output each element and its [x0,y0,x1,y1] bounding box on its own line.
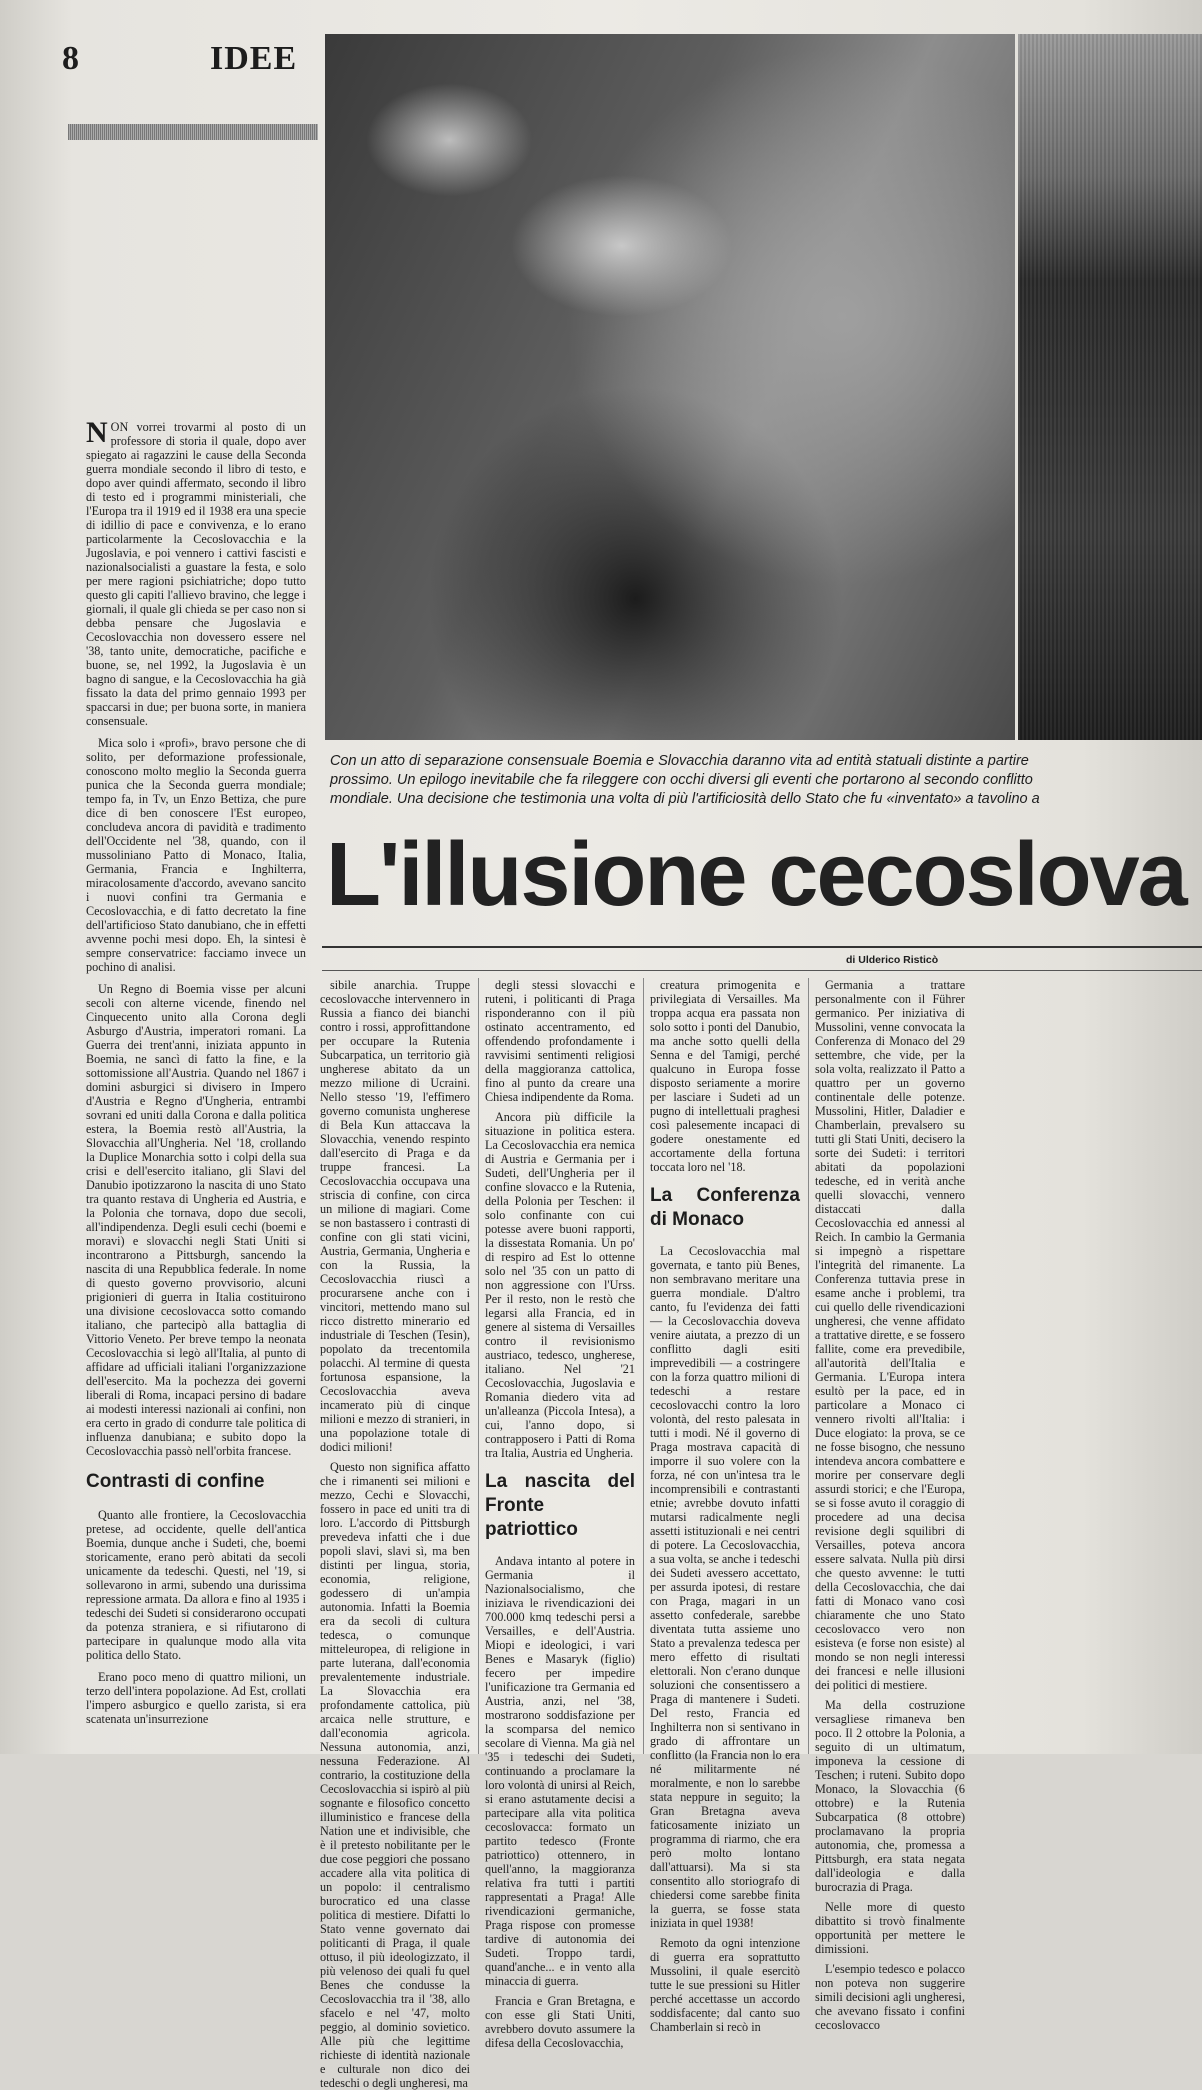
caption-line: Con un atto di separazione consensuale Boemia e Slovacchia daranno vita ad entità statuali distinte a partire [330,753,1029,769]
column-rule [643,978,644,1754]
section-title: IDEE [210,40,298,77]
column-rule [808,978,809,1754]
caption-line: mondiale. Una decisione che testimonia una volta di più l'artificiosità dello Stato che fu «inventato» a tavolino a [330,791,1040,807]
paragraph: Germania a trattare personalmente con il Führer germanico. Per iniziativa di Mussolini, venne convocata la Conferenza di Monaco del 29 settembre, che vide, per la sola volta, realizzato il Patto a quattro per un governo continentale delle potenze. Mussolini, Hitler, Daladier e Chamberlain, prevalsero su tutti gli Stati Uniti, decisero la sorte dei Sudeti: i territori abitati da popolazioni tedesche, ed in verità anche quelli slovacchi, vennero distaccati dalla Cecoslovacchia ed annessi al Reich. In cambio la Germania si impegnò a rispettare l'integrità del rimanente. La Conferenza tuttavia prese in esame anche i problemi, tra cui quello delle rivendicazioni ungheresi, che venne affidato a trattative dirette, e se fossero fallite, come era prevedibile, all'autorità dell'Italia e Germania. L'Europa intera esultò per la pace, ed in particolare a Monaco ci vennero rivolti all'Italia: i Duce elogiato: la prova, se ce ne fosse bisogno, che nessuno intendeva ancora combattere e morire per conservare degli assurdi storici; e che l'Europa, se si fosse avuto il coraggio di procedere ad una decisa revisione degli squilibri di Versailles, poteva ancora essere salvata. Nulla più dirsi che questo avvenne: le tutti della Cecoslovacchia, che dai fatti di Monaco vano così chiaramente che uno Stato cecoslovacco vero non esisteva (e forse non esiste) al mondo se non negli interessi dei francesi e nelle illusioni dei politici di mestiere. [815,978,965,1692]
caption-line: prossimo. Un epilogo inevitabile che fa rileggere con occhi diversi gli eventi che portarono al secondo conflitto [330,772,1033,788]
article-column-3 [650,978,800,2034]
byline: di Ulderico Risticò [846,954,939,966]
photo-caption [330,752,1202,809]
paragraph: Quanto alle frontiere, la Cecoslovacchia pretese, ad occidente, quelle dell'antica Boemia, dunque anche i Sudeti, che, boemi storicamente, erano però abitati da secoli unicamente da tedeschi. Questi, nel '19, si sollevarono in armi, subendo una durissima repressione armata. Da allora e fino al 1935 i tedeschi dei Sudeti si considerarono occupati da potenza straniera, e si rifiutarono di partecipare in qualunque modo alla vita politica dello Stato. [86,1508,306,1662]
article-column-1 [320,978,470,2090]
article-column-4 [815,978,965,2032]
photo-havel-portrait [325,34,1015,740]
paragraph: Mica solo i «profi», bravo persone che di solito, per deformazione professionale, conoscono molto meglio la Seconda guerra punica che la Seconda guerra mondiale; tempo fa, in Tv, un Enzo Bettiza, che pure dice di ben conoscere l'Est europeo, concludeva ancora di pavidità e tradimento dell'Occidente nel '38, quando, con il mussoliniano Patto di Monaco, Italia, Germania, Francia e Inghilterra, miracolosamente d'accordo, avevano sancito i nuovi confini tra Germania e Cecoslovacchia, e di fatto decretato la fine dell'artificioso Stato danubiano, che in effetti avvenne pochi mesi dopo. Eh, la sintesi è sempre conservatrice: facciamo invece un pochino di analisi. [86,736,306,974]
paragraph: Francia e Gran Bretagna, e con esse gli Stati Uniti, avrebbero dovuto assumere la difesa della Cecoslovacchia, [485,1994,635,2050]
paragraph: L'esempio tedesco e polacco non poteva non suggerire simili decisioni agli ungheresi, che avevano fissato i confini cecoslovacco [815,1962,965,2032]
column-rule [478,978,479,1754]
paragraph: Remoto da ogni intenzione di guerra era soprattutto Mussolini, il quale esercitò tutte le sue pressioni su Hitler perché accettasse un accordo soddisfacente; dal canto suo Chamberlain si recò in [650,1936,800,2034]
paragraph: creatura primogenita e privilegiata di Versailles. Ma troppa acqua era passata non solo sotto i ponti del Danubio, ma anche sotto quelli della Senna e del Tamigi, perché qualcuno in Europa fosse disposto seriamente a morire per lasciare i Sudeti ad un pugno di intellettuali praghesi così palesemente incapaci di godere onestamente ed accortamente della fortuna toccata loro nel '18. [650,978,800,1174]
header-rule [68,124,318,140]
paragraph: Questo non significa affatto che i rimanenti sei milioni e mezzo, Cechi e Slovacchi, fossero in pace ed uniti tra di loro. L'accordo di Pittsburgh prevedeva infatti che i due popoli slavi, slavi sì, ma ben distinti per lingua, storia, economia, religione, godessero di un'ampia autonomia. Infatti la Boemia era da secoli di cultura tedesca, o comunque mitteleuropea, di religione in parte luterana, dall'economia prevalentemente industriale. La Slovacchia era profondamente cattolica, più arcaica nelle strutture, e dall'economia agricola. Nessuna autonomia, anzi, nessuna Federazione. Al contrario, la costituzione della Cecoslovacchia si ispirò al più sognante e filosofico concetto illuministico e francese della Nation une et indivisible, che è il pretesto nobilitante per le due cose peggiori che possano accadere alla vita politica di un popolo: il centralismo burocratico ed una classe politica di mestiere. Difatti lo Stato venne governato dai politicanti di Praga, il quale ottuso, il più ideologizzato, il più velenoso dei quali fu quel Benes che condusse la Cecoslovacchia tra il '38, allo sfacelo e nel '47, molto peggio, al dominio sovietico. Alle più che legittime richieste di identità nazionale e culturale non dico dei tedeschi o degli ungheresi, ma [320,1460,470,2090]
article-left-column [86,416,306,1750]
page-number: 8 [62,40,79,77]
paragraph: Nelle more di questo dibattito si trovò finalmente opportunità per mettere le dimissioni. [815,1900,965,1956]
paragraph: La Cecoslovacchia mal governata, e tanto più Benes, non sembravano meritare una guerra mondiale. D'altro canto, fu l'evidenza dei fatti — la Cecoslovacchia doveva venire aiutata, a prezzo di un conflitto dagli esiti imprevedibili — a costringere con la forza quattro milioni di tedeschi a restare cecoslovacchi contro la loro volontà, del resto palesata in tutti i modi. Né il governo di Praga mostrava capacità di imporre il suo volere con la forza, né con un'intesa tra le incomprensibili e contrastanti etnie; avrebbe dovuto infatti mutarsi radicalmente negli assetti istituzionali e nei centri di potere. La Cecoslovacchia, a sua volta, se anche i tedeschi dei Sudeti avessero accettato, per assurda ipotesi, di restare con Praga, magari in un assetto confederale, sarebbe diventata tutta assieme uno Stato a prevalenza tedesca per mero effetto di risultati elettorali. Non c'erano dunque soluzioni che consentissero a Praga di mantenere i Sudeti. Del resto, Francia ed Inghilterra non si sentivano in grado di affrontare un conflitto (la Francia non lo era né militarmente né moralmente, e non lo sarebbe stata neppure in seguito; la Gran Bretagna aveva faticosamente iniziato un programma di riarmo, che era però molto lontano dall'attuarsi). Ma si sta consentito allo storiografo di chiedersi come sarebbe finita la guerra, se fosse stata iniziata in quel 1938! [650,1244,800,1930]
lead-paragraph [86,416,306,728]
paragraph: Un Regno di Boemia visse per alcuni secoli con alterne vicende, finendo nel Cinquecento unito alla Corona degli Asburgo d'Austria, imperatori romani. La Guerra dei trent'anni, iniziata appunto in Boemia, ne sancì di fatto la fine, e la sottomissione all'Austria. Quando nel 1867 i domini asburgici si divisero in Impero d'Austria e Regno d'Ungheria, entrambi sovrani ed uniti dalla Corona e dalla politica estera, la Boemia restò all'Austria, la Slovacchia all'Ungheria. Nel '18, crollando la Duplice Monarchia sotto i colpi della sua crisi e dell'esercito italiano, gli Slavi del Danubio ipotizzarono la nascita di uno Stato tra quanto restava di Ungheria ed Austria, e la Polonia che tornava, dopo due secoli, all'indipendenza. Degli esuli cechi (boemi e moravi) e slovacchi negli Stati Uniti si incontrarono a Pittsburgh, sancendo la nascita di una Repubblica federale. In nome di questo governo provvisorio, alcuni prigionieri di guerra in Italia costituirono una divisione cecoslovacca sotto comando italiano, che partecipò alla battaglia di Vittorio Veneto. Per breve tempo la neonata Cecoslovacchia si legò all'Italia, al punto di affidare ad ufficiali italiani l'organizzazione dell'esercito. Ma la pochezza dei governi liberali di Roma, incapaci persino di badare ai modesti interessi nazionali ai confini, non era certo in grado di condurre tale politica di influenza danubiana; e subito dopo la Cecoslovacchia passò nell'orbita francese. [86,982,306,1458]
paragraph: degli stessi slovacchi e ruteni, i politicanti di Praga risponderanno con il più ostinato accentramento, ed offendendo profondamente i ravvisimi sentimenti religiosi della maggioranza cattolica, fino al punto da creare una Chiesa indipendente da Roma. [485,978,635,1104]
subheading-contrasti: Contrasti di confine [86,1471,265,1492]
paragraph: Andava intanto al potere in Germania il Nazionalsocialismo, che iniziava le rivendicazioni dei 700.000 kmq tedeschi persi a Versailles, e dell'Austria. Miopi e ideologici, i vari Benes e Masaryk (figlio) fecero per impedire l'unificazione tra Germania ed Austria, anzi, nel '38, mostrarono soddisfazione per la scomparsa del nemico secolare di Vienna. Ma già nel '35 i tedeschi dei Sudeti, continuando a proclamare la loro volontà di unirsi al Reich, si erano astutamente decisi a partecipare alla vita politica cecoslovacca: formato un partito tedesco (Fronte patriottico) ottennero, in quell'anno, la maggioranza relativa fra tutti i partiti rappresentati a Praga! Alle rivendicazioni germaniche, Praga rispose con promesse tardive di autonomia dei Sudeti. Troppo tardi, quand'anche... e in vento alla minaccia di guerra. [485,1554,635,1988]
photo-crowd-square [1018,34,1202,740]
byline-rule [322,970,1202,971]
headline: L'illusione cecoslova [326,825,1186,925]
headline-rule [322,946,1202,948]
subheading-monaco: La Conferenza di Monaco [650,1185,800,1230]
subheading-fronte: La nascita del Fronte patriottico [485,1471,635,1540]
paragraph: Erano poco meno di quattro milioni, un terzo dell'intera popolazione. Ad Est, crollati l'impero asburgico e quello zarista, si era scatenata un'insurrezione [86,1670,306,1726]
article-body-columns [320,978,1202,2090]
paragraph: Ma della costruzione versagliese rimaneva ben poco. Il 2 ottobre la Polonia, a seguito di un ultimatum, imponeva la cessione di Teschen; i ruteni. Subito dopo Monaco, la Slovacchia (6 ottobre) e la Rutenia Subcarpatica (8 ottobre) proclamavano la propria autonomia, che, promessa a Pittsburgh, era stata negata dall'ideologia e dalla burocrazia di Praga. [815,1698,965,1894]
paragraph: Ancora più difficile la situazione in politica estera. La Cecoslovacchia era nemica di Austria e Germania per i Sudeti, dell'Ungheria per il confine slovacco e la Rutenia, della Polonia per Teschen: il solo confinante con cui potesse avere buoni rapporti, la dissestata Romania. Un po' di respiro ad Est lo ottenne solo nel '35 con un patto di non aggressione con l'Urss. Per il resto, non le restò che legarsi alla Francia, ed in genere al sistema di Versailles contro il revisionismo austriaco, tedesco, ungherese, italiano. Nel '21 Cecoslovacchia, Jugoslavia e Romania diedero vita ad un'alleanza (Piccola Intesa), a cui, l'anno dopo, si contrapposero i Patti di Roma tra Italia, Austria ed Ungheria. [485,1110,635,1460]
paragraph: sibile anarchia. Truppe cecoslovacche intervennero in Russia a fianco dei bianchi contro i rossi, approfittandone per occupare la Rutenia Subcarpatica, un territorio già ungherese abitato da un mezzo milione di Ucraini. Nello stesso '19, l'effimero governo comunista ungherese di Bela Kun attaccava la Slovacchia, venendo respinto dall'esercito di Praga e da truppe francesi. La Cecoslovacchia occupava una striscia di confine, con circa un milione di magiari. Come se non bastassero i contrasti di confine con gli stati vicini, Austria, Germania, Ungheria e con la Russia, la Cecoslovacchia riuscì a procurarsene anche con i vincitori, mettendo mano sul ricco distretto minerario ed industriale di Teschen (Tesin), popolato da trecentomila polacchi. Al termine di questa fortunosa espansione, la Cecoslovacchia aveva incamerato più di cinque milioni e mezzo di stranieri, in una popolazione totale di dodici milioni! [320,978,470,1454]
dropcap: N [86,416,108,449]
lead-text: ON vorrei trovarmi al posto di un professore di storia il quale, dopo aver spiegato ai ragazzini le cause della Seconda guerra mondiale secondo il libro di testo, e dopo aver quindi affermato, secondo il libro di testo ed i programmi ministeriali, che l'Europa tra il 1919 ed il 1938 era una specie di idillio di pace e convivenza, e lo erano particolarmente la Cecoslovacchia e la Jugoslavia, e poi vennero i cattivi fascisti e nazionalsocialisti a guastare la festa, e solo per mere ragioni psichiatriche; dopo tutto questo gli capiti l'allievo bravino, che legge i giornali, il quale gli chieda se per caso non si debba pensare che Jugoslavia e Cecoslovacchia non dovessero essere nel '38, tanto unite, democratiche, pacifiche e buone, se, nel 1992, la Jugoslavia è un bagno di sangue, e la Cecoslovacchia ha già fissato la data del primo gennaio 1993 per spaccarsi in due; per buona sorte, in maniera consensuale. [86,420,306,728]
article-column-2 [485,978,635,2050]
